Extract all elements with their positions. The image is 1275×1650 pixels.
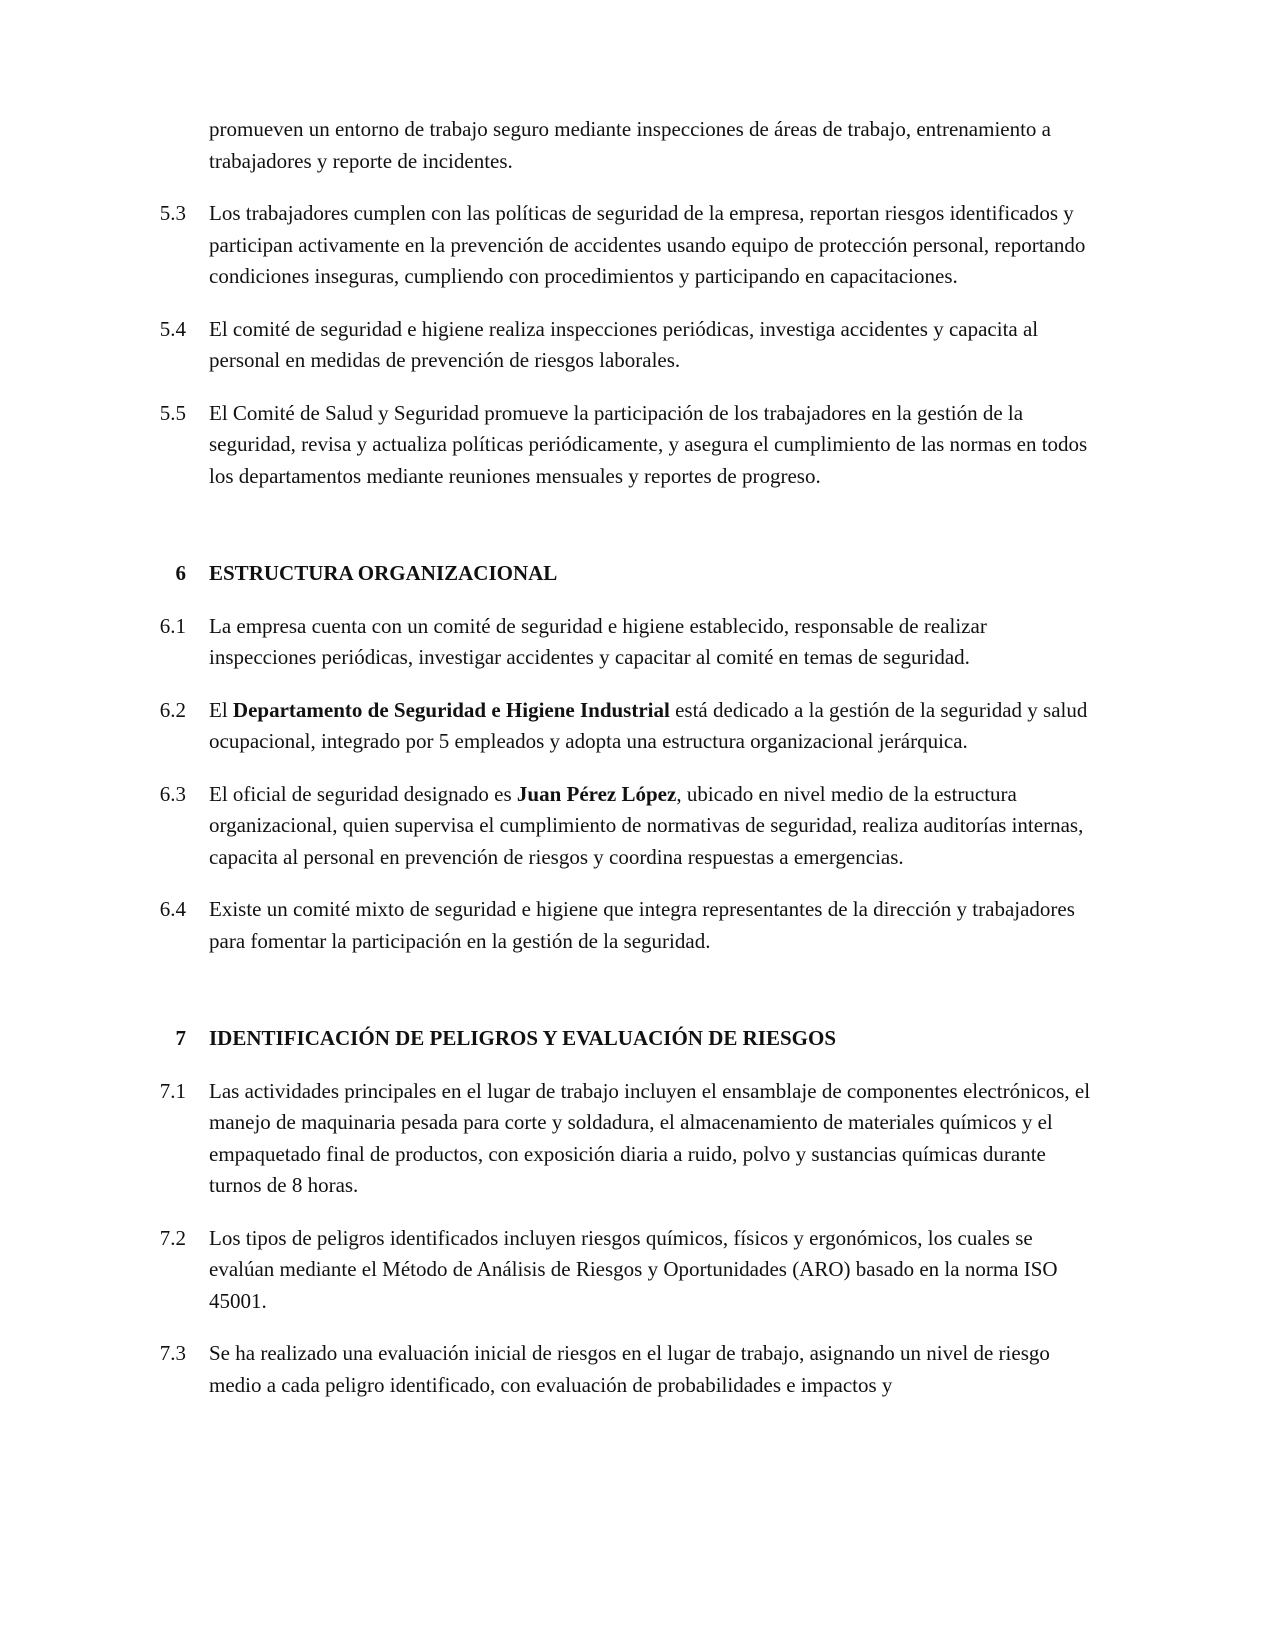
section-number-7: 7 [175, 1026, 186, 1050]
paragraph-text [209, 114, 1095, 177]
paragraph-5-5 [130, 398, 1095, 493]
paragraph-text [209, 398, 1095, 493]
paragraph-5-3 [130, 198, 1095, 293]
paragraph-7-3 [130, 1338, 1095, 1401]
section-heading-text [209, 558, 1095, 590]
paragraph-text [209, 779, 1095, 874]
text-run: está dedicado a la gestión de la seguridad y salud ocupacional, integrado por 5 empleados y adopta una estructura organizacional jerárquica. [209, 697, 1088, 753]
document-content [130, 114, 1095, 1422]
paragraph-6-4 [130, 894, 1095, 957]
paragraph-6-1 [130, 611, 1095, 674]
text-run: Los trabajadores cumplen con las políticas de seguridad de la empresa, reportan riesgos identificados y participan activamente en la prevención de accidentes usando equipo de protección personal, reportando condiciones inseguras, cumpliendo con procedimientos y participando en capacitaciones. [209, 201, 1086, 288]
text-run: El [209, 697, 233, 722]
item-number-6-4: 6.4 [159, 897, 186, 921]
paragraph-text [209, 314, 1095, 377]
section-number-6: 6 [175, 561, 186, 585]
paragraph-7-1 [130, 1076, 1095, 1202]
paragraph-text [209, 198, 1095, 293]
text-run: , ubicado en nivel medio de la estructura organizacional, quien supervisa el cumplimiento de normativas de seguridad, realiza auditorías internas, capacita al personal en prevención de riesgos y coordina respuestas a emergencias. [209, 781, 1084, 869]
text-run: Los tipos de peligros identificados incluyen riesgos químicos, físicos y ergonómicos, los cuales se evalúan mediante el Método de Análisis de Riesgos y Oportunidades (ARO) basado en la norma ISO 45001. [209, 1225, 1058, 1313]
item-number-7-2: 7.2 [159, 1225, 186, 1250]
text-run: ESTRUCTURA ORGANIZACIONAL [209, 561, 558, 585]
paragraph-text [209, 1338, 1095, 1401]
text-run: El Comité de Salud y Seguridad promueve la participación de los trabajadores en la gestión de la seguridad, revisa y actualiza políticas periódicamente, y asegura el cumplimiento de las normas en todos los departamentos mediante reuniones mensuales y reportes de progreso. [209, 400, 1088, 488]
paragraph-6-2 [130, 695, 1095, 758]
section-heading-6 [130, 558, 1095, 590]
bold-text-run: Juan Pérez López [516, 781, 677, 806]
item-number-6-3: 6.3 [159, 781, 186, 806]
paragraph-text [209, 894, 1095, 957]
paragraph-6-3 [130, 779, 1095, 874]
paragraph-text [209, 611, 1095, 674]
section-heading-7 [130, 1023, 1095, 1055]
paragraph-5-4 [130, 314, 1095, 377]
text-run: promueven un entorno de trabajo seguro mediante inspecciones de áreas de trabajo, entrenamiento a trabajadores y reporte de incidentes. [209, 117, 1051, 173]
paragraph-text [209, 1223, 1095, 1318]
section-heading-text [209, 1023, 1095, 1055]
text-run: El oficial de seguridad designado es [209, 781, 517, 806]
item-number-6-1: 6.1 [159, 613, 186, 638]
text-run: Existe un comité mixto de seguridad e higiene que integra representantes de la dirección y trabajadores para fomentar la participación en la gestión de la seguridad. [209, 897, 1075, 953]
text-run: IDENTIFICACIÓN DE PELIGROS Y EVALUACIÓN DE RIESGOS [209, 1026, 837, 1050]
text-run: Se ha realizado una evaluación inicial de riesgos en el lugar de trabajo, asignando un nivel de riesgo medio a cada peligro identificado, con evaluación de probabilidades e impactos y [209, 1341, 1050, 1397]
paragraph-text [209, 695, 1095, 758]
paragraph-5-2-continuation [130, 114, 1095, 177]
text-run: La empresa cuenta con un comité de seguridad e higiene establecido, responsable de realizar inspecciones periódicas, investigar accidentes y capacitar al comité en temas de seguridad. [209, 613, 987, 669]
bold-text-run: Departamento de Seguridad e Higiene Industrial [232, 697, 670, 722]
item-number-7-3: 7.3 [159, 1341, 186, 1365]
item-number-5-3: 5.3 [159, 201, 186, 225]
item-number-5-4: 5.4 [159, 316, 186, 341]
paragraph-7-2 [130, 1223, 1095, 1318]
item-number-5-5: 5.5 [159, 400, 186, 425]
text-run: El comité de seguridad e higiene realiza inspecciones periódicas, investiga accidentes y capacita al personal en medidas de prevención de riesgos laborales. [209, 316, 1039, 372]
text-run: Las actividades principales en el lugar de trabajo incluyen el ensamblaje de componentes electrónicos, el manejo de maquinaria pesada para corte y soldadura, el almacenamiento de materiales químicos y el empaquetado final de productos, con exposición diaria a ruido, polvo y sustancias químicas durante turnos de 8 horas. [209, 1078, 1091, 1197]
item-number-7-1: 7.1 [159, 1078, 186, 1103]
item-number-6-2: 6.2 [159, 697, 186, 722]
paragraph-text [209, 1076, 1095, 1202]
